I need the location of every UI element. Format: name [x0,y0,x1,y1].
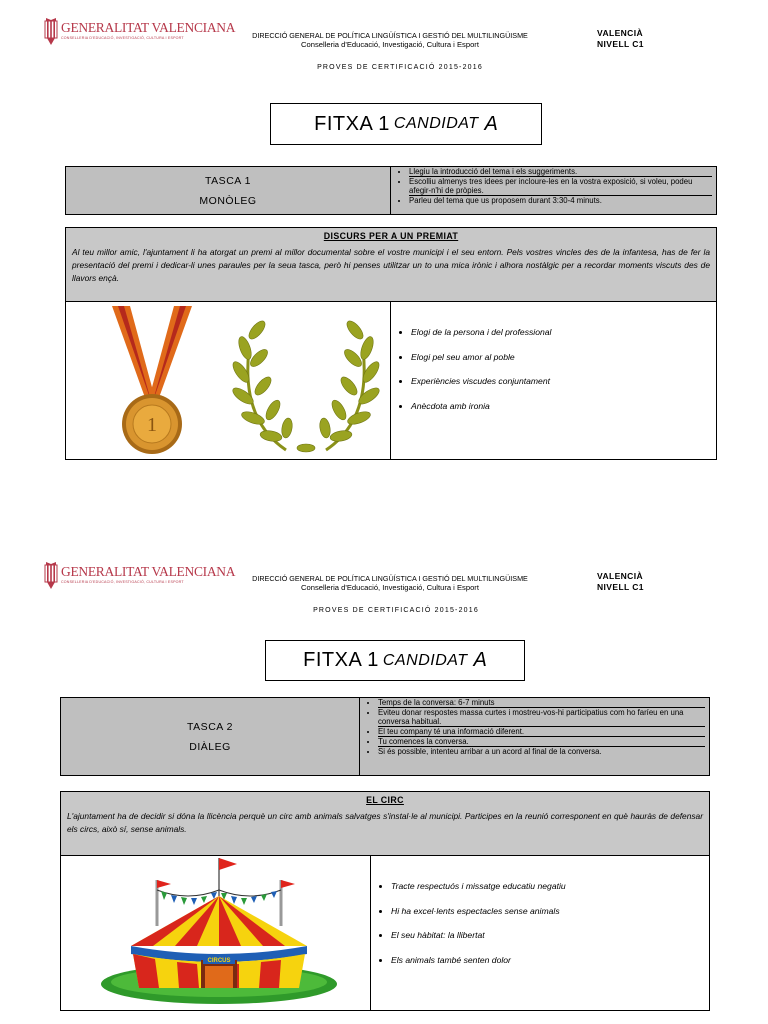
tasca-instructions [360,698,709,775]
tasca-label [61,698,360,775]
tasca-label [66,167,391,214]
coat-of-arms-icon [44,562,58,590]
topic-header [66,228,716,302]
instruction-item: • Si és possible, intenteu arribar a un acord al final de la conversa. [378,746,705,756]
logo-text: GENERALITAT VALENCIANA [61,564,236,579]
fitxa-letter: A [484,112,498,135]
tasca-instructions [391,167,716,214]
topic-point: • Experiències viscudes conjuntament [411,376,716,387]
generalitat-logo [44,562,235,590]
instruction-item: • Temps de la conversa: 6-7 minuts [378,698,705,707]
coat-of-arms-icon [44,18,58,46]
topic-point: • Hi ha excel·lents espectacles sense animals [391,906,709,917]
topic-block [60,791,710,1011]
topic-point: • Tracte respectuós i missatge educatiu negatiu [391,881,709,892]
circus-tent-icon [91,856,371,1008]
instruction-item: • Llegiu la introducció del tema i els suggeriments. [409,167,712,176]
fitxa-number: FITXA 1 [303,649,379,671]
instruction-item: • Parleu del tema que us proposem durant 3:30-4 minuts. [409,195,712,205]
medal-number: 1 [147,414,157,436]
instruction-item: • Escolliu almenys tres idees per incloure-les en la vostra exposició, si voleu, podeu afegir-n'hi de pròpies. [409,176,712,195]
topic-point: • Anècdota amb ironia [411,401,716,412]
topic-body [61,856,709,1010]
topic-point: • El seu hàbitat: la llibertat [391,930,709,941]
header-center [230,574,550,592]
topic-point: • Elogi pel seu amor al poble [411,352,716,363]
header-direction: DIRECCIÓ GENERAL DE POLÍTICA LINGÜÍSTICA I GESTIÓ DEL MULTILINGÜISME [252,574,528,583]
topic-points [391,302,716,459]
tasca-box [60,697,710,776]
topic-point: • Els animals també senten dolor [391,955,709,966]
level-label: NIVELL C1 [597,39,644,49]
fitxa-letter: A [473,649,487,671]
logo-text: GENERALITAT VALENCIANA [61,20,236,35]
topic-body [66,302,716,459]
instruction-item: • El teu company té una informació diferent. [378,726,705,736]
fitxa-candidat: CANDIDAT [382,651,468,669]
topic-points [371,856,709,1010]
header-direction: DIRECCIÓ GENERAL DE POLÍTICA LINGÜÍSTICA I GESTIÓ DEL MULTILINGÜISME [252,31,528,40]
topic-point: • Elogi de la persona i del professional [411,327,716,338]
tasca-type: MONÒLEG [199,194,257,207]
header-right [597,28,644,50]
medal-icon [104,306,200,458]
instruction-item: • Eviteu donar respostes massa curtes i mostreu-vos-hi participatius com ho faríeu en una conversa habitual. [378,707,705,726]
topic-images [61,856,371,1010]
tasca-number: TASCA 2 [187,720,233,733]
tasca-box [65,166,717,215]
topic-images [66,302,391,459]
topic-title: EL CIRC [366,795,404,805]
laurel-wreath-icon [231,310,381,458]
topic-intro: Al teu millor amic, l'ajuntament li ha atorgat un premi al millor documental sobre el vostre municipi i el seu entorn. Pels vostres vincles des de la infantesa, has de fer la presentació del premi i dedicar-li unes paraules per la seua tasca, però hi penses utilitzar un to una mica irònic i alhora nostàlgic per a recordar moments viscuts des de llavors ençà. [72,247,710,283]
logo-subtitle: CONSELLERIA D'EDUCACIÓ, INVESTIGACIÓ, CULTURA I ESPORT [61,36,184,40]
topic-header [61,792,709,856]
level-label: NIVELL C1 [597,582,644,592]
generalitat-logo [44,18,235,46]
language-label: VALENCIÀ [597,28,644,38]
header-right [597,571,644,593]
logo-subtitle: CONSELLERIA D'EDUCACIÓ, INVESTIGACIÓ, CULTURA I ESPORT [61,580,184,584]
instruction-item: • Tu comences la conversa. [378,736,705,746]
fitxa-candidat: CANDIDAT [393,115,479,132]
topic-title: DISCURS PER A UN PREMIAT [323,231,459,241]
topic-block [65,227,717,460]
language-label: VALENCIÀ [597,571,644,581]
header-conselleria: Conselleria d'Educació, Investigació, Cultura i Esport [301,40,479,49]
tasca-type: DIÀLEG [189,740,231,753]
topic-intro: L'ajuntament ha de decidir si dóna la llicència perquè un circ amb animals salvatges s'instal·le al municipi. Participes en la reunió corresponent en què hauràs de defensar els circs, això sí, sense animals. [67,811,703,834]
fitxa-title [265,640,525,681]
tasca-number: TASCA 1 [205,174,251,187]
fitxa-number: FITXA 1 [314,112,390,135]
header-conselleria: Conselleria d'Educació, Investigació, Cultura i Esport [301,583,479,592]
proves-label: PROVES DE CERTIFICACIÓ 2015-2016 [317,64,483,71]
proves-label: PROVES DE CERTIFICACIÓ 2015-2016 [313,607,479,614]
circus-sign: CIRCUS [207,958,231,964]
header-center [230,31,550,49]
fitxa-title [270,103,542,145]
